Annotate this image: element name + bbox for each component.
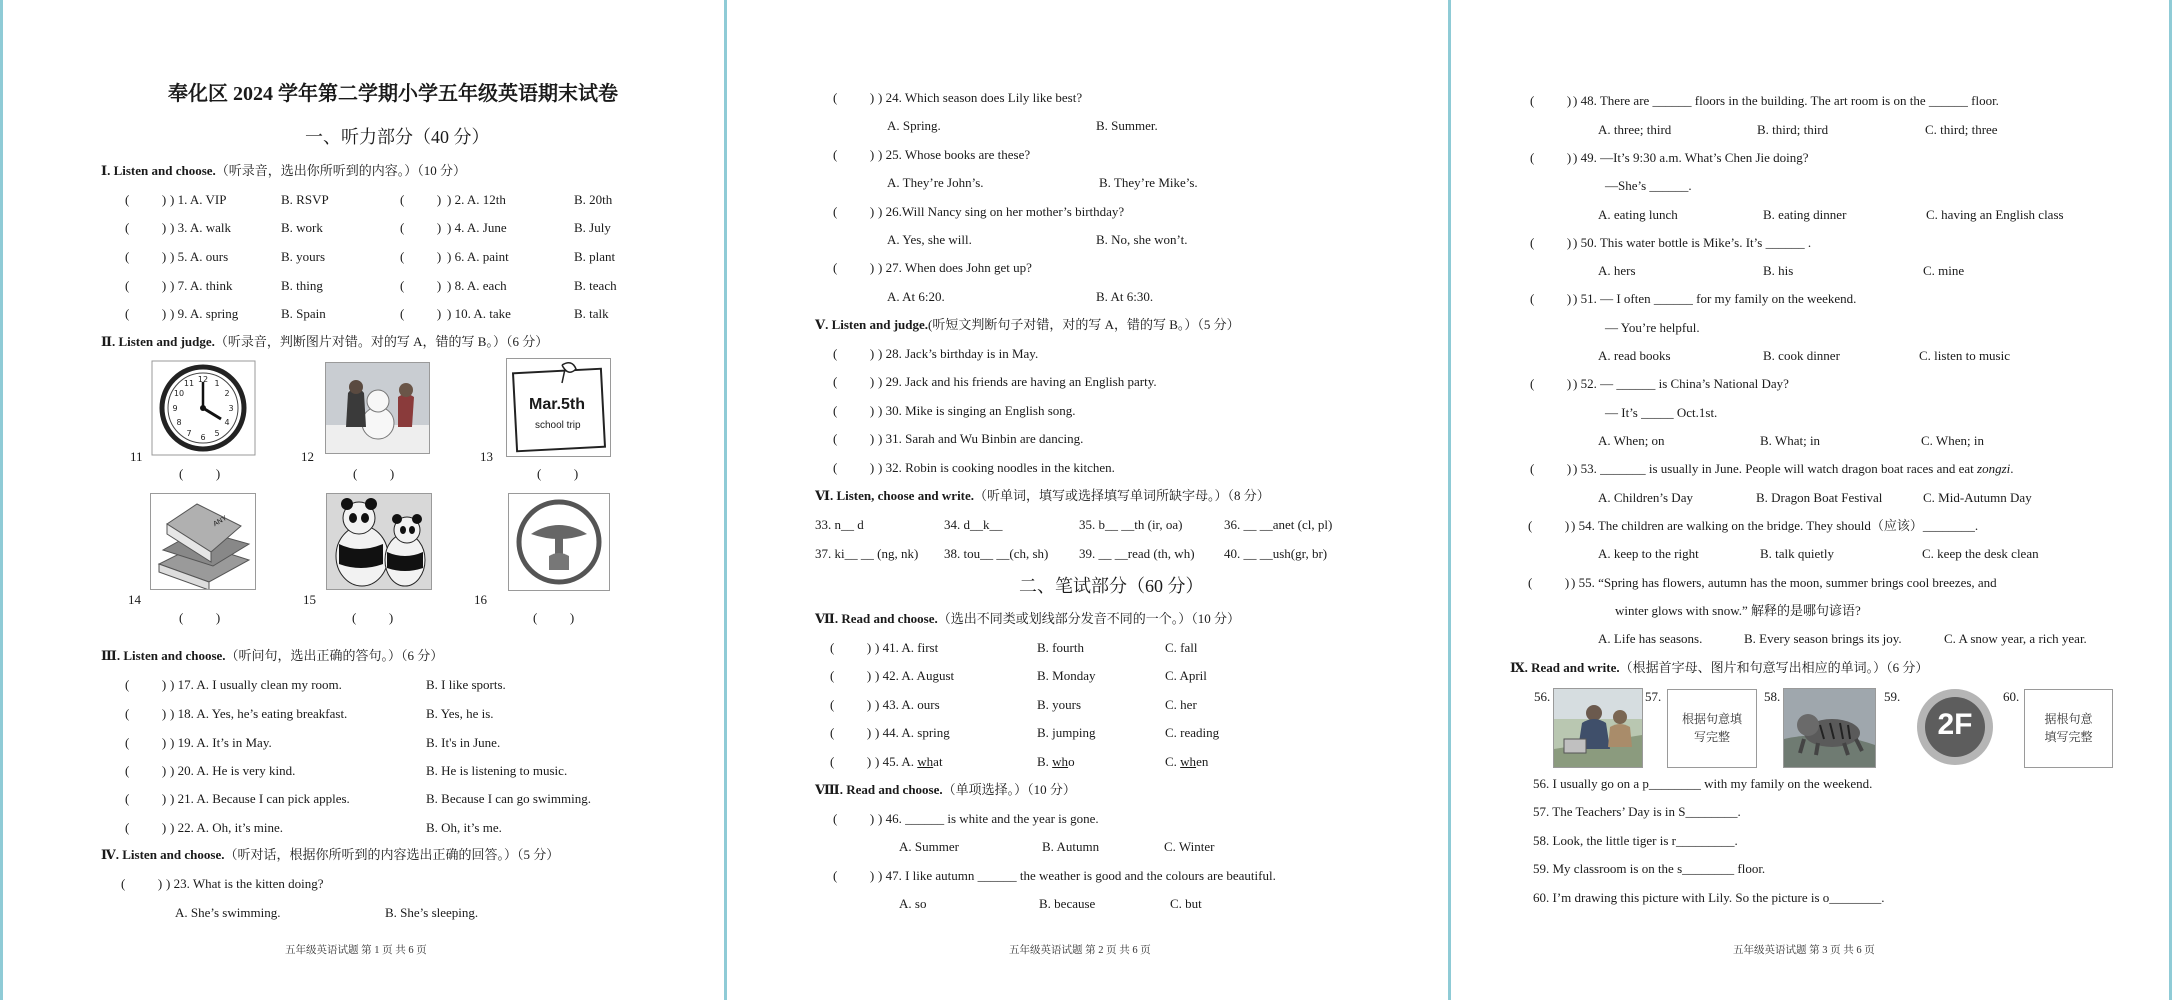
question-51: ) 51. — I often ______ for my family on the weekend. — [1573, 291, 1857, 306]
answer-blank[interactable]: ( ) — [833, 147, 875, 162]
option-c: C. mine — [1923, 263, 1965, 278]
option-b: B. fourth — [1037, 640, 1084, 655]
answer-blank[interactable]: ( ) — [353, 466, 395, 481]
answer-blank[interactable]: ( ) — [125, 791, 167, 806]
fill-item[interactable]: 35. b__ __th (ir, oa) — [1079, 517, 1183, 532]
answer-blank[interactable]: ( ) — [125, 278, 167, 293]
picture-number: 13 — [480, 449, 493, 464]
question: ) 27. When does John get up? — [878, 260, 1032, 275]
option-b: B. cook dinner — [1763, 348, 1840, 363]
question-number: ) 6. A. paint — [447, 249, 509, 264]
question-number: ) 3. A. walk — [170, 220, 232, 235]
section-1-heading: Ⅰ. Listen and choose.（听录音，选出你所听到的内容。）（10 分） — [101, 163, 467, 178]
exam-title: 奉化区 2024 学年第二学期小学五年级英语期末试卷 — [168, 83, 618, 105]
option-a: ) 42. A. August — [875, 668, 955, 683]
svg-text:11: 11 — [183, 379, 195, 388]
section-3-heading: Ⅲ. Listen and choose.（听问句，选出正确的答句。）（6 分） — [101, 648, 444, 663]
question-number: ) 1. A. VIP — [170, 192, 227, 207]
hint-box-60 — [2024, 689, 2113, 768]
hint-text: 根据句意填写完整 — [1682, 712, 1743, 744]
option-b: B. Yes, he is. — [426, 706, 494, 721]
date-card-picture — [506, 358, 611, 457]
card-sub-text: school trip — [535, 420, 581, 431]
option-b: B. plant — [574, 249, 616, 264]
svg-text:8: 8 — [176, 418, 182, 427]
question-46: ) 46. ______ is white and the year is gone. — [878, 811, 1099, 826]
write-sentence[interactable]: 56. I usually go on a p________ with my family on the weekend. — [1533, 776, 1873, 791]
answer-blank[interactable]: ( ) — [400, 278, 442, 293]
answer-blank[interactable]: ( ) — [833, 811, 875, 826]
svg-text:6: 6 — [200, 433, 206, 442]
answer-blank[interactable]: ( ) — [1530, 150, 1572, 165]
option-c: C. April — [1165, 668, 1207, 683]
svg-text:1: 1 — [214, 379, 220, 388]
answer-blank[interactable]: ( ) — [537, 466, 579, 481]
fill-item[interactable]: 36. __ __anet (cl, pl) — [1224, 517, 1333, 532]
hint-box-57 — [1667, 689, 1757, 768]
question-option-a: ) 20. A. He is very kind. — [170, 763, 296, 778]
statement: ) 31. Sarah and Wu Binbin are dancing. — [878, 431, 1084, 446]
option-c: C. keep the desk clean — [1922, 546, 2039, 561]
page-3 — [1451, 0, 2172, 1000]
question-48: ) 48. There are ______ floors in the building. The art room is on the ______ floor. — [1573, 93, 1999, 108]
answer-blank[interactable]: ( ) — [830, 640, 872, 655]
question-number: ) 10. A. take — [447, 306, 511, 321]
answer-blank[interactable]: ( ) — [125, 763, 167, 778]
answer-blank[interactable]: ( ) — [833, 90, 875, 105]
option-b: B. She’s sleeping. — [385, 905, 479, 920]
option-b: B. teach — [574, 278, 617, 293]
question-number: ) 4. A. June — [447, 220, 507, 235]
picture-number: 58. — [1764, 689, 1781, 704]
option-a: ) 41. A. first — [875, 640, 939, 655]
picture-number: 56. — [1534, 689, 1551, 704]
section-6-heading: Ⅵ. Listen, choose and write.（听单词，填写或选择填写单词所缺字母。）（8 分） — [815, 488, 1270, 503]
write-sentence[interactable]: 60. I’m drawing this picture with Lily. So the picture is o________. — [1533, 890, 1885, 905]
question-number: ) 7. A. think — [170, 278, 233, 293]
answer-blank[interactable]: ( ) — [125, 820, 167, 835]
option-b: B. RSVP — [281, 192, 329, 207]
option-c: C. her — [1165, 697, 1197, 712]
answer-blank[interactable]: ( ) — [1530, 461, 1572, 476]
fill-item[interactable]: 37. ki__ __ (ng, nk) — [815, 546, 919, 561]
answer-blank[interactable]: ( ) — [400, 306, 442, 321]
option-a: ) 43. A. ours — [875, 697, 940, 712]
statement: ) 28. Jack’s birthday is in May. — [878, 346, 1039, 361]
books-picture — [150, 493, 256, 590]
tiger-picture — [1783, 688, 1876, 768]
option-a: A. Yes, she will. — [887, 232, 972, 247]
question-55: ) 55. “Spring has flowers, autumn has the moon, summer brings cool breezes, and — [1571, 575, 1997, 590]
answer-blank[interactable]: ( ) — [121, 876, 163, 891]
option-b: B. I like sports. — [426, 677, 506, 692]
answer-blank[interactable]: ( ) — [833, 260, 875, 275]
picnic-picture — [1553, 688, 1643, 768]
option-b: B. because — [1039, 896, 1096, 911]
option-b: B. yours — [281, 249, 326, 264]
answer-blank[interactable]: ( ) — [1528, 518, 1570, 533]
option-a: A. When; on — [1598, 433, 1665, 448]
clock-icon — [151, 360, 256, 456]
answer-blank[interactable]: ( ) — [1530, 376, 1572, 391]
statement: ) 32. Robin is cooking noodles in the kitchen. — [878, 460, 1115, 475]
statement: ) 30. Mike is singing an English song. — [878, 403, 1076, 418]
option-b: B. work — [281, 220, 323, 235]
option-b: B. It's in June. — [426, 735, 501, 750]
option-b: B. Summer. — [1096, 118, 1158, 133]
question-49-reply: —She’s ______. — [1605, 178, 1692, 193]
book-label: ANY — [212, 514, 229, 529]
write-sentence[interactable]: 59. My classroom is on the s________ floor. — [1533, 861, 1766, 876]
picture-number: 59. — [1884, 689, 1901, 704]
option-a: A. hers — [1598, 263, 1636, 278]
svg-text:12: 12 — [197, 375, 209, 384]
answer-blank[interactable]: ( ) — [125, 735, 167, 750]
page-1 — [3, 0, 725, 1000]
answer-blank[interactable]: ( ) — [833, 431, 875, 446]
option-b: B. Dragon Boat Festival — [1756, 490, 1883, 505]
books-icon — [151, 494, 255, 589]
question-49: ) 49. —It’s 9:30 a.m. What’s Chen Jie doing? — [1573, 150, 1809, 165]
option-b: B. thing — [281, 278, 323, 293]
answer-blank[interactable]: ( ) — [179, 466, 221, 481]
question-54: ) 54. The children are walking on the bridge. They should（应该）________. — [1571, 518, 1979, 533]
question-47: ) 47. I like autumn ______ the weather is good and the colours are beautiful. — [878, 868, 1276, 883]
option-b: B. July — [574, 220, 611, 235]
section-4-heading: Ⅳ. Listen and choose.（听对话，根据你所听到的内容选出正确的回答。）（5 分） — [101, 847, 560, 862]
option-c: C. third; three — [1925, 122, 1998, 137]
pandas-picture — [326, 493, 432, 590]
option-a: ) 45. A. what — [875, 754, 943, 769]
svg-text:3: 3 — [228, 404, 234, 413]
option-b: B. Oh, it’s me. — [426, 820, 502, 835]
option-b: B. Because I can go swimming. — [426, 791, 591, 806]
page-footer: 五年级英语试题 第 1 页 共 6 页 — [285, 945, 427, 956]
statement: ) 29. Jack and his friends are having an English party. — [878, 374, 1157, 389]
option-a: A. At 6:20. — [887, 289, 945, 304]
option-b: B. his — [1763, 263, 1794, 278]
svg-text:10: 10 — [173, 389, 185, 398]
answer-blank[interactable]: ( ) — [533, 610, 575, 625]
option-b: B. talk quietly — [1760, 546, 1835, 561]
option-b: B. He is listening to music. — [426, 763, 568, 778]
question-53: ) 53. _______ is usually in June. People will watch dragon boat races and eat zongzi. — [1573, 461, 2014, 476]
fill-item[interactable]: 40. __ __ush(gr, br) — [1224, 546, 1328, 561]
snowman-scene-icon — [326, 363, 429, 453]
option-a: ) 44. A. spring — [875, 725, 950, 740]
answer-blank[interactable]: ( ) — [352, 610, 394, 625]
option-a: A. Spring. — [887, 118, 941, 133]
question-23: ) 23. What is the kitten doing? — [166, 876, 324, 891]
fill-item[interactable]: 38. tou__ __(ch, sh) — [944, 546, 1049, 561]
option-b: B. talk — [574, 306, 609, 321]
svg-text:4: 4 — [224, 418, 230, 427]
tiger-icon — [1784, 689, 1875, 767]
option-a: A. three; third — [1598, 122, 1672, 137]
option-a: A. She’s swimming. — [175, 905, 281, 920]
picture-number: 11 — [130, 449, 143, 464]
question-50: ) 50. This water bottle is Mike’s. It’s ______ . — [1573, 235, 1812, 250]
fill-item[interactable]: 39. __ __read (th, wh) — [1079, 546, 1195, 561]
question-52-reply: — It’s _____ Oct.1st. — [1605, 405, 1718, 420]
answer-blank[interactable]: ( ) — [125, 677, 167, 692]
option-c: C. When; in — [1921, 433, 1984, 448]
card-date-text: Mar.5th — [529, 396, 586, 413]
picture-number: 15 — [303, 592, 316, 607]
answer-blank[interactable]: ( ) — [830, 725, 872, 740]
floor-badge-text: 2F — [1937, 708, 1973, 741]
answer-blank[interactable]: ( ) — [125, 220, 167, 235]
picnic-icon — [1554, 689, 1642, 767]
option-b: B. who — [1037, 754, 1075, 769]
option-b: B. What; in — [1760, 433, 1821, 448]
answer-blank[interactable]: ( ) — [125, 706, 167, 721]
answer-blank[interactable]: ( ) — [179, 610, 221, 625]
snowman-picture — [325, 362, 430, 454]
page-footer: 五年级英语试题 第 3 页 共 6 页 — [1733, 945, 1875, 956]
write-sentence[interactable]: 57. The Teachers’ Day is in S________. — [1533, 804, 1741, 819]
answer-blank[interactable]: ( ) — [400, 192, 442, 207]
answer-blank[interactable]: ( ) — [1528, 575, 1570, 590]
picture-number: 60. — [2003, 689, 2020, 704]
section-2-heading: Ⅱ. Listen and judge.（听录音，判断图片对错。对的写 A，错的写 B。）（6 分） — [101, 334, 549, 349]
svg-text:5: 5 — [214, 429, 220, 438]
option-b: B. Monday — [1037, 668, 1096, 683]
picture-number: 14 — [128, 592, 141, 607]
option-c: C. reading — [1165, 725, 1220, 740]
picture-number: 16 — [474, 592, 487, 607]
clock-picture — [151, 360, 256, 456]
answer-blank[interactable]: ( ) — [1530, 93, 1572, 108]
page-2 — [727, 0, 1449, 1000]
answer-blank[interactable]: ( ) — [830, 668, 872, 683]
question-52: ) 52. — ______ is China’s National Day? — [1573, 376, 1789, 391]
option-a: A. keep to the right — [1598, 546, 1699, 561]
answer-blank[interactable]: ( ) — [833, 868, 875, 883]
option-b: B. Spain — [281, 306, 326, 321]
question-number: ) 2. A. 12th — [447, 192, 506, 207]
option-b: B. They’re Mike’s. — [1099, 175, 1198, 190]
option-c: C. Mid-Autumn Day — [1923, 490, 2032, 505]
answer-blank[interactable]: ( ) — [1530, 291, 1572, 306]
question: ) 24. Which season does Lily like best? — [878, 90, 1083, 105]
option-c: C. Winter — [1164, 839, 1215, 854]
picture-number: 12 — [301, 449, 314, 464]
option-a: A. read books — [1598, 348, 1671, 363]
picture-number: 57. — [1645, 689, 1662, 704]
question-55-cont: winter glows with snow.” 解释的是哪句谚语? — [1615, 603, 1861, 618]
answer-blank[interactable]: ( ) — [833, 374, 875, 389]
question-number: ) 5. A. ours — [170, 249, 229, 264]
answer-blank[interactable]: ( ) — [125, 192, 167, 207]
question: ) 25. Whose books are these? — [878, 147, 1031, 162]
option-a: A. Children’s Day — [1598, 490, 1693, 505]
section-5-heading: Ⅴ. Listen and judge.(听短文判断句子对错，对的写 A，错的写 B。）（5 分） — [815, 317, 1240, 332]
answer-blank[interactable]: ( ) — [400, 249, 442, 264]
svg-text:2: 2 — [224, 389, 230, 398]
option-b: B. 20th — [574, 192, 613, 207]
quiet-sign-picture — [508, 493, 610, 591]
listening-part-title: 一、听力部分（40 分） — [305, 127, 490, 147]
pandas-icon — [327, 494, 431, 589]
question-number: ) 9. A. spring — [170, 306, 239, 321]
answer-blank[interactable]: ( ) — [830, 697, 872, 712]
answer-blank[interactable]: ( ) — [833, 403, 875, 418]
option-b: B. Every season brings its joy. — [1744, 631, 1902, 646]
option-b: B. At 6:30. — [1096, 289, 1154, 304]
question-option-a: ) 18. A. Yes, he’s eating breakfast. — [170, 706, 348, 721]
question-option-a: ) 21. A. Because I can pick apples. — [170, 791, 350, 806]
question-51-reply: — You’re helpful. — [1605, 320, 1700, 335]
question-option-a: ) 19. A. It’s in May. — [170, 735, 272, 750]
option-c: C. when — [1165, 754, 1209, 769]
quiet-sign-icon — [509, 494, 609, 590]
svg-text:9: 9 — [172, 404, 178, 413]
option-a: A. Life has seasons. — [1598, 631, 1703, 646]
option-b: B. third; third — [1757, 122, 1829, 137]
answer-blank[interactable]: ( ) — [1530, 235, 1572, 250]
question-option-a: ) 22. A. Oh, it’s mine. — [170, 820, 284, 835]
page-footer: 五年级英语试题 第 2 页 共 6 页 — [1009, 945, 1151, 956]
write-sentence[interactable]: 58. Look, the little tiger is r_________. — [1533, 833, 1738, 848]
option-a: A. so — [899, 896, 927, 911]
section-9-heading: Ⅸ. Read and write.（根据首字母、图片和句意写出相应的单词。）（6 分） — [1510, 660, 1929, 675]
option-c: C. having an English class — [1926, 207, 2064, 222]
floor-badge-picture — [1911, 688, 1999, 766]
option-a: A. Summer — [899, 839, 959, 854]
writing-part-title: 二、笔试部分（60 分） — [1019, 576, 1204, 596]
option-a: A. eating lunch — [1598, 207, 1678, 222]
question-option-a: ) 17. A. I usually clean my room. — [170, 677, 342, 692]
option-b: B. jumping — [1037, 725, 1096, 740]
svg-text:7: 7 — [186, 429, 192, 438]
option-b: B. No, she won’t. — [1096, 232, 1188, 247]
fill-item[interactable]: 34. d__k__ — [944, 517, 1003, 532]
answer-blank[interactable]: ( ) — [125, 249, 167, 264]
question-number: ) 8. A. each — [447, 278, 507, 293]
option-b: B. eating dinner — [1763, 207, 1847, 222]
option-a: A. They’re John’s. — [887, 175, 984, 190]
fill-item[interactable]: 33. n__ d — [815, 517, 864, 532]
answer-blank[interactable]: ( ) — [125, 306, 167, 321]
section-7-heading: Ⅶ. Read and choose.（选出不同类或划线部分发音不同的一个。）（10 分） — [815, 611, 1241, 626]
section-8-heading: Ⅷ. Read and choose.（单项选择。）（10 分） — [815, 782, 1076, 797]
option-b: B. Autumn — [1042, 839, 1100, 854]
question: ) 26.Will Nancy sing on her mother’s birthday? — [878, 204, 1125, 219]
hint-text: 据根句意填写完整 — [2044, 712, 2093, 744]
answer-blank[interactable]: ( ) — [833, 346, 875, 361]
answer-blank[interactable]: ( ) — [830, 754, 872, 769]
option-c: C. listen to music — [1919, 348, 2010, 363]
option-c: C. A snow year, a rich year. — [1944, 631, 2087, 646]
option-c: C. fall — [1165, 640, 1198, 655]
answer-blank[interactable]: ( ) — [400, 220, 442, 235]
answer-blank[interactable]: ( ) — [833, 460, 875, 475]
option-c: C. but — [1170, 896, 1202, 911]
option-b: B. yours — [1037, 697, 1082, 712]
answer-blank[interactable]: ( ) — [833, 204, 875, 219]
